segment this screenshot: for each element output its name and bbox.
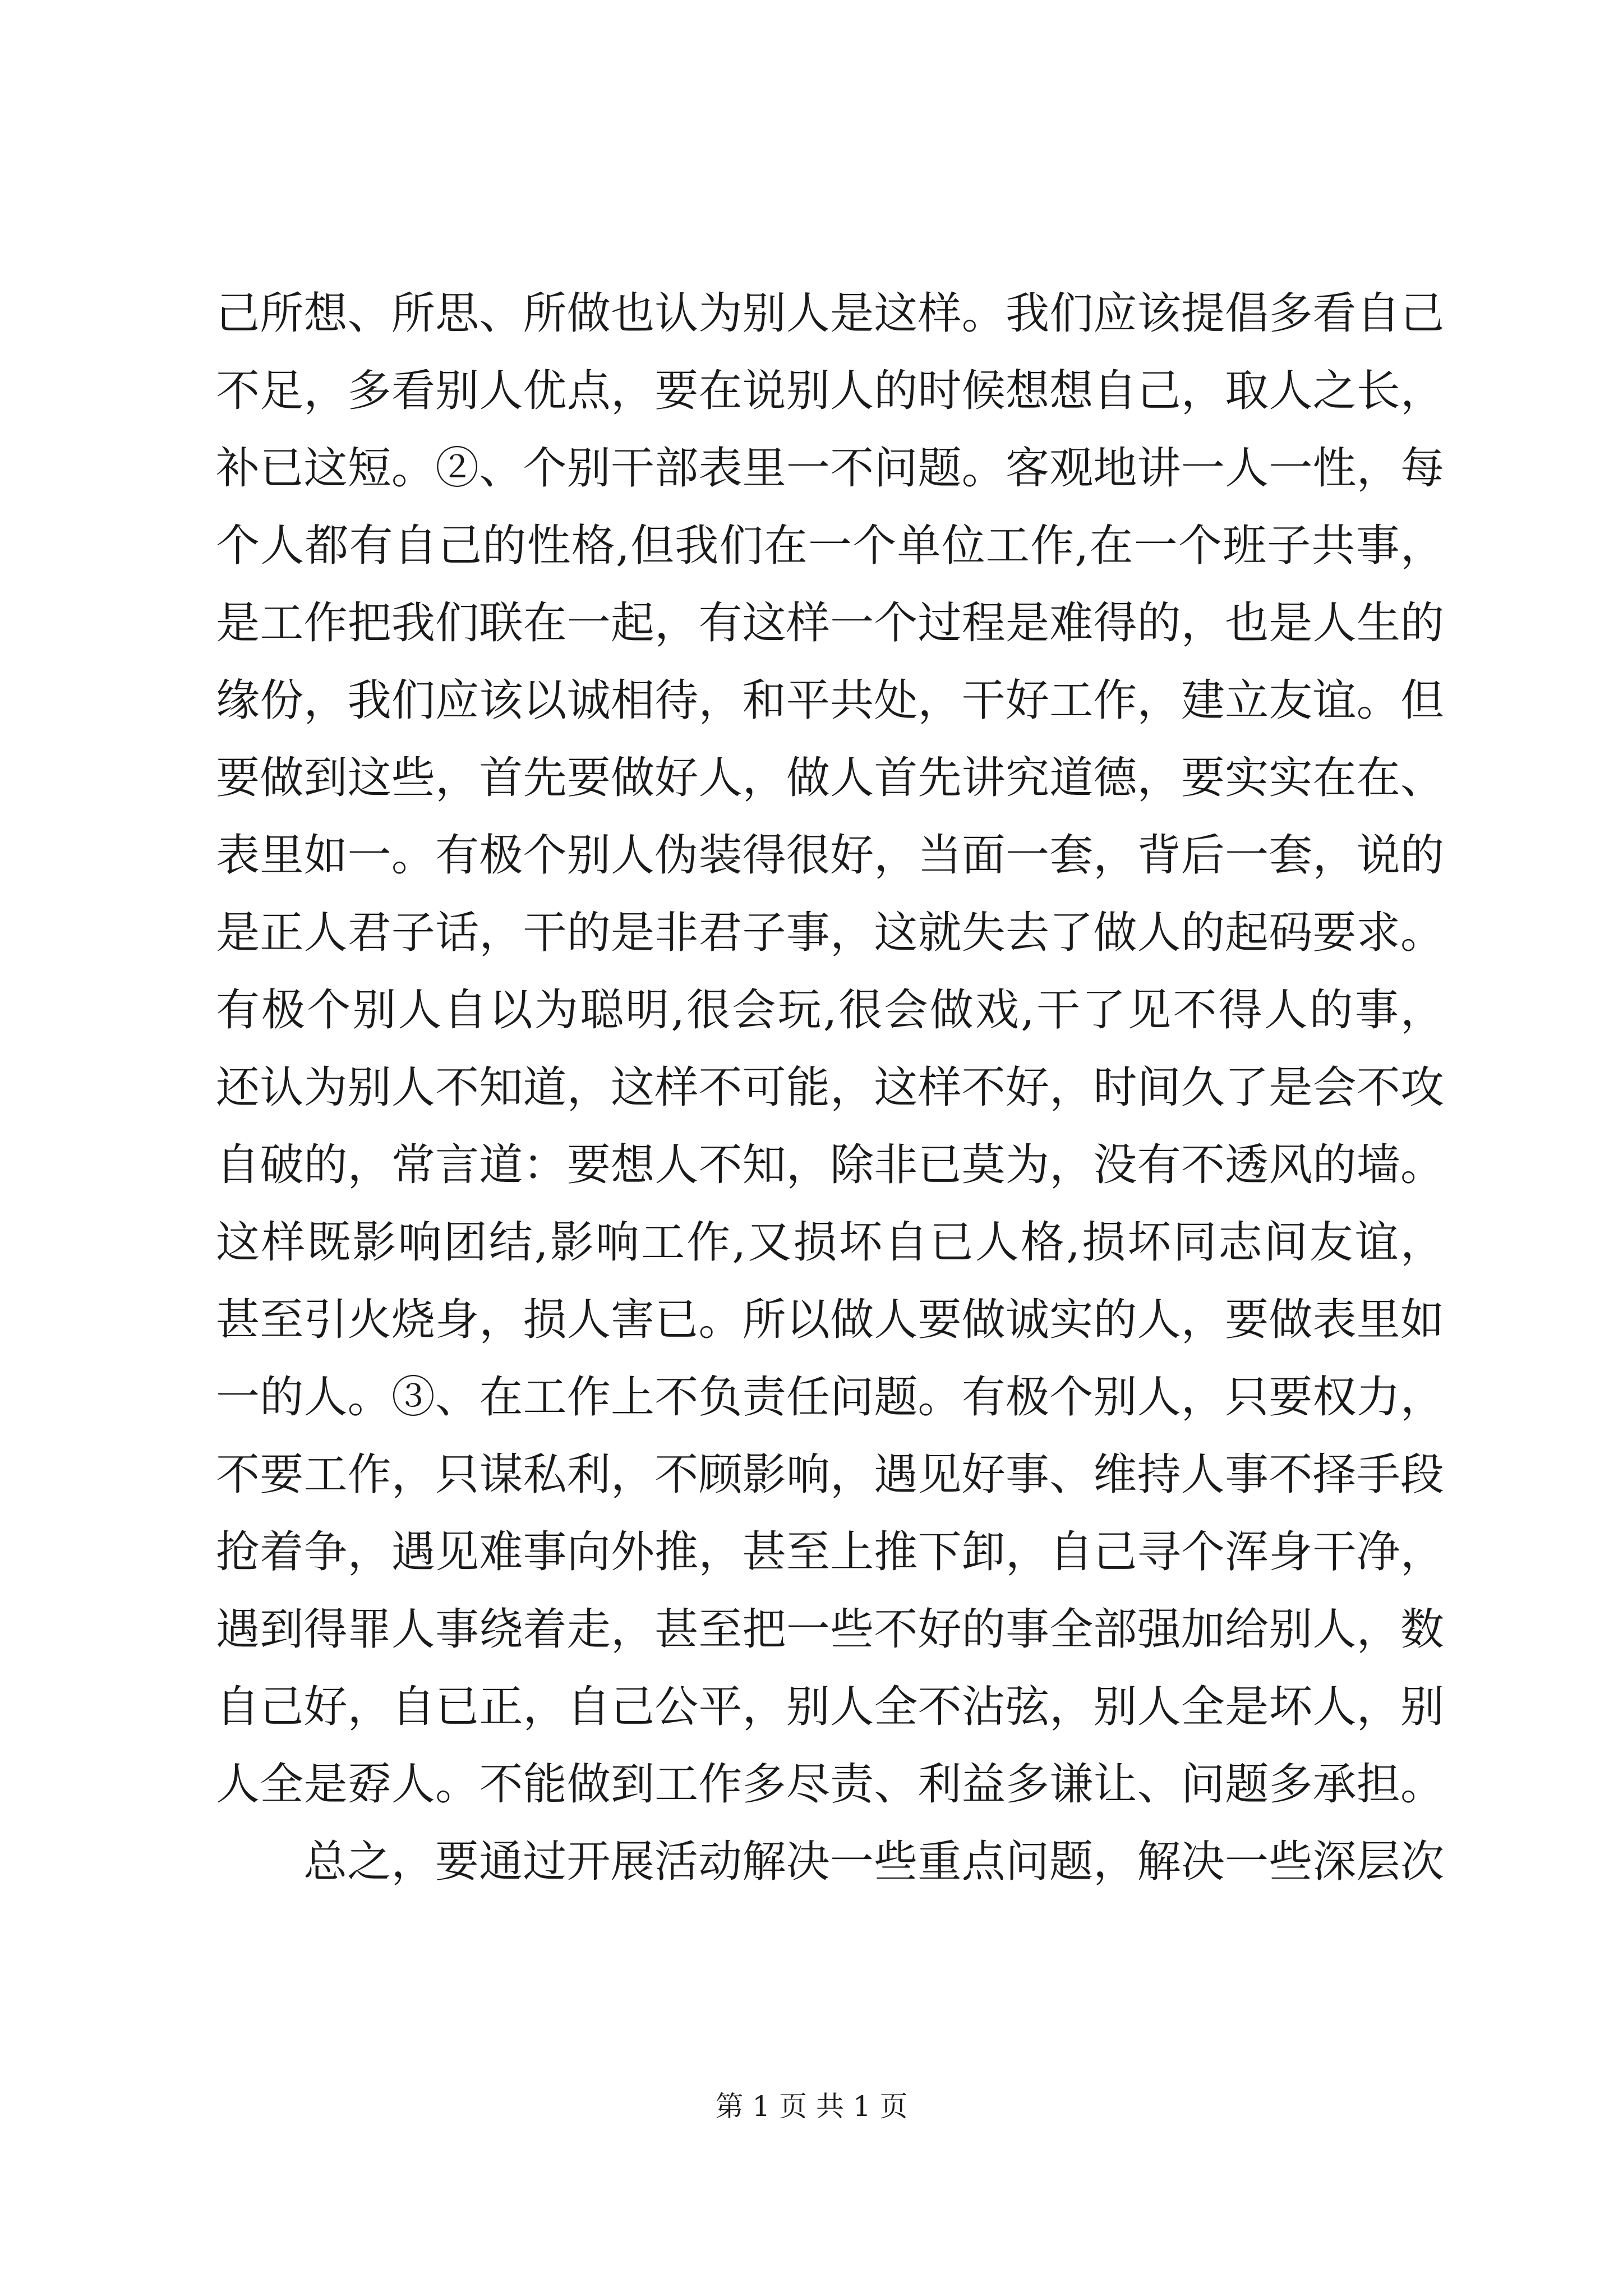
text-line: 要做到这些，首先要做好人，做人首先讲究道德，要实实在在、	[216, 753, 1444, 803]
text-line: 自破的，常言道：要想人不知，除非已莫为，没有不透风的墙。	[216, 1140, 1444, 1190]
text-line: 这样既影响团结,影响工作,又损坏自已人格,损坏同志间友谊，	[216, 1217, 1444, 1268]
text-line: 人全是孬人。不能做到工作多尽责、利益多谦让、问题多承担。	[216, 1759, 1444, 1810]
text-line: 抢着争，遇见难事向外推，甚至上推下卸，自己寻个浑身干净，	[216, 1527, 1444, 1577]
text-line: 不足，多看别人优点，要在说别人的时候想想自己，取人之长，	[216, 366, 1444, 416]
text-line: 己所想、所思、所做也认为别人是这样。我们应该提倡多看自己	[216, 288, 1444, 339]
text-line: 缘份，我们应该以诚相待，和平共处，干好工作，建立友谊。但	[216, 675, 1444, 726]
page-number-footer: 第 1 页 共 1 页	[715, 2090, 908, 2123]
body-text	[216, 275, 1444, 1901]
text-line: 甚至引火烧身，损人害已。所以做人要做诚实的人，要做表里如	[216, 1295, 1444, 1345]
text-line: 遇到得罪人事绕着走，甚至把一些不好的事全部强加给别人，数	[216, 1604, 1444, 1655]
text-line: 有极个别人自以为聪明,很会玩,很会做戏,干了见不得人的事，	[216, 985, 1444, 1036]
text-line: 自己好，自已正，自己公平，别人全不沾弦，别人全是坏人，别	[216, 1682, 1444, 1732]
text-line: 是正人君子话，干的是非君子事，这就失去了做人的起码要求。	[216, 908, 1444, 958]
text-line: 一的人。③、在工作上不负责任问题。有极个别人，只要权力，	[216, 1372, 1444, 1423]
text-line: 还认为别人不知道，这样不可能，这样不好，时间久了是会不攻	[216, 1062, 1444, 1113]
paragraph-start-line: 总之，要通过开展活动解决一些重点问题，解决一些深层次	[303, 1837, 1444, 1887]
text-line: 补已这短。②、个别干部表里一不问题。客观地讲一人一性，每	[216, 443, 1444, 494]
text-line: 个人都有自己的性格,但我们在一个单位工作,在一个班子共事，	[216, 521, 1444, 571]
text-line: 表里如一。有极个别人伪装得很好，当面一套，背后一套，说的	[216, 830, 1444, 881]
text-line: 不要工作，只谋私利，不顾影响，遇见好事、维持人事不择手段	[216, 1450, 1444, 1500]
text-line: 是工作把我们联在一起，有这样一个过程是难得的，也是人生的	[216, 598, 1444, 648]
